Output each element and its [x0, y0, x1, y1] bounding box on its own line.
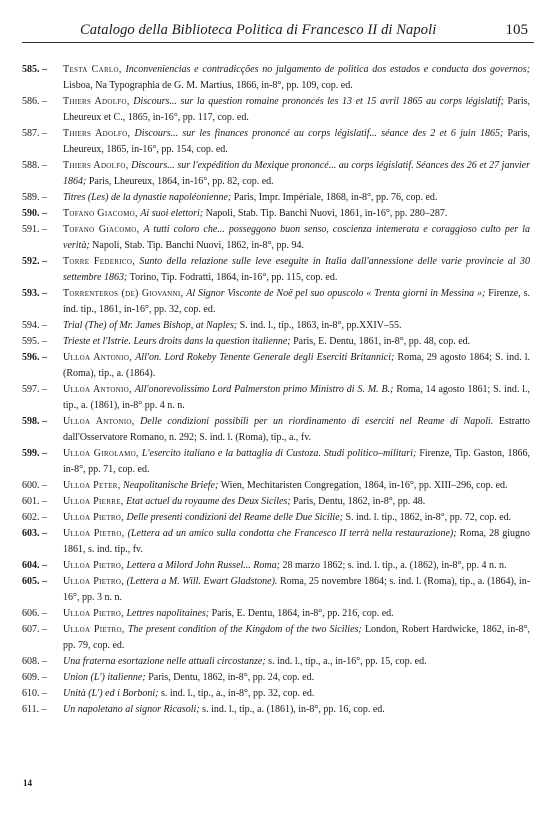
catalog-entry	[22, 670, 532, 686]
entry-author: Ulloa Pietro,	[63, 624, 125, 635]
entry-title: Etat actuel du royaume des Deux Siciles;	[126, 496, 291, 507]
catalog-entry	[22, 574, 532, 606]
entry-number: 585. –	[22, 64, 47, 75]
catalog-entry	[22, 334, 532, 350]
entry-author: Torre Federico,	[63, 256, 136, 267]
catalog-entry	[22, 62, 532, 94]
catalog-entry	[22, 558, 532, 574]
catalog-entry	[22, 686, 532, 702]
page-number: 105	[505, 22, 528, 38]
entry-title: All'onorevolissimo Lord Palmerston primo Ministro di S. M. B.;	[134, 384, 394, 395]
entry-author: Torrenteros (de) Giovanni,	[63, 288, 184, 299]
entry-number: 592. –	[22, 256, 47, 267]
entry-imprint: Paris, Impr. Impériale, 1868, in-8°, pp. 76, cop. ed.	[233, 192, 438, 203]
entry-imprint: Paris, Lheureux et C., 1865, in-16°, pp. 117, cop. ed.	[63, 96, 531, 123]
entry-author: Ulloa Girolamo,	[63, 448, 139, 459]
catalog-entry	[22, 206, 532, 222]
entry-number: 600. –	[22, 480, 47, 491]
entry-title: The present condition of the Kingdom of the two Sicilies;	[127, 624, 362, 635]
catalog-entry	[22, 478, 532, 494]
entry-number: 586. –	[22, 96, 47, 107]
catalog-entry	[22, 286, 532, 318]
entry-number: 599. –	[22, 448, 47, 459]
entry-number: 591. –	[22, 224, 47, 235]
entry-imprint: Paris, Dentu, 1862, in-8°, pp. 24, cop. ed.	[148, 672, 315, 683]
entry-number: 587. –	[22, 128, 47, 139]
catalog-entry	[22, 318, 532, 334]
entry-number: 589. –	[22, 192, 47, 203]
entry-author: Ulloa Antonio,	[63, 416, 135, 427]
entry-imprint: Paris, Lheureux, 1865, in-16°, pp. 154, cop. ed.	[63, 128, 531, 155]
entry-number: 598. –	[22, 416, 47, 427]
entry-imprint: s. ind. l., tip., a., in-16°, pp. 15, cop. ed.	[268, 656, 427, 667]
entry-title: Lettres napolitaines;	[126, 608, 210, 619]
catalog-entry	[22, 494, 532, 510]
entry-number: 606. –	[22, 608, 47, 619]
entry-number: 607. –	[22, 624, 47, 635]
entry-number: 603. –	[22, 528, 47, 539]
entry-imprint: Roma, 29 agosto 1864; S. ind. l. (Roma), tip., a. (1864).	[63, 352, 530, 379]
entry-author: Thiers Adolfo,	[63, 160, 129, 171]
entry-number: 610. –	[22, 688, 47, 699]
entry-imprint: S. ind. l. tip., 1862, in-8°, pp. 72, cop. ed.	[345, 512, 512, 523]
running-head	[22, 22, 534, 43]
entry-title: Delle presenti condizioni del Reame delle Due Sicilie;	[126, 512, 343, 523]
catalog-entry	[22, 382, 532, 414]
entry-title: Al Signor Visconte de Noë pel suo opuscolo « Trenta giorni in Messina »;	[186, 288, 486, 299]
catalog-entry	[22, 350, 532, 382]
entry-title: Unità (L') ed i Borboni;	[63, 688, 159, 699]
entry-author: Thiers Adolfo,	[63, 96, 130, 107]
catalog-entry	[22, 158, 532, 190]
entry-author: Thiers Adolfo,	[63, 128, 131, 139]
entry-imprint: s. ind. l., tip., a., in-8°, pp. 32, cop. ed.	[160, 688, 315, 699]
entry-number: 609. –	[22, 672, 47, 683]
entry-title: Lettera a Milord John Russel... Roma;	[126, 560, 280, 571]
entry-title: Union (L') italienne;	[63, 672, 146, 683]
entry-imprint: Napoli, Stab. Tip. Banchi Nuovi, 1861, in-16°, pp. 280–287.	[205, 208, 448, 219]
entry-author: Tofano Giacomo,	[63, 208, 138, 219]
entry-imprint: Napoli, Stab. Tip. Banchi Nuovi, 1862, in-8°, pp. 94.	[92, 240, 304, 251]
entry-number: 605. –	[22, 576, 47, 587]
entry-number: 601. –	[22, 496, 47, 507]
entry-number: 590. –	[22, 208, 47, 219]
entry-author: Ulloa Pietro,	[63, 576, 125, 587]
entry-number: 608. –	[22, 656, 47, 667]
entry-title: Ai suoi elettori;	[140, 208, 204, 219]
entry-number: 593. –	[22, 288, 47, 299]
catalog-entry	[22, 190, 532, 206]
entry-imprint: Wien, Mechitaristen Congregation, 1864, in-16°, pp. XIII–296, cop. ed.	[220, 480, 508, 491]
entry-imprint: Roma, 25 novembre 1864; s. ind. l. (Roma), tip., a. (1864), in-16°, pp. 3 n. n.	[63, 576, 531, 603]
entry-imprint: Paris, E. Dentu, 1864, in-8°, pp. 216, cop. ed.	[211, 608, 394, 619]
entry-imprint: London, Robert Hardwicke, 1862, in-8°, pp. 79, cop. ed.	[63, 624, 531, 651]
entry-imprint: Roma, 14 agosto 1861; S. ind. l., tip., a. (1861), in-8° pp. 4 n. n.	[63, 384, 530, 411]
entry-number: 602. –	[22, 512, 47, 523]
catalog-entry	[22, 254, 532, 286]
entry-imprint: S. ind. l., tip., 1863, in-8°, pp.XXIV–55.	[239, 320, 402, 331]
entry-imprint: Roma, 28 giugno 1861, s. ind. tip., fv.	[63, 528, 530, 555]
entry-number: 595. –	[22, 336, 47, 347]
entry-author: Ulloa Pierre,	[63, 496, 124, 507]
entry-author: Testa Carlo,	[63, 64, 122, 75]
entry-title: Discours... sur les finances prononcé au corps législatif... séance des 2 et 6 juin 1865;	[134, 128, 504, 139]
entry-title: Un napoletano al signor Ricasoli;	[63, 704, 200, 715]
entry-imprint: 28 marzo 1862; s. ind. l. tip., a. (1862), in-8°, pp. 4 n. n.	[282, 560, 507, 571]
entry-title: All'on. Lord Rokeby Tenente Generale degli Eserciti Britannici;	[135, 352, 395, 363]
entry-imprint: Estratto dall'Osservatore Romano, n. 292; S. ind. l. (Roma), tip., a., fv.	[63, 416, 531, 443]
entry-number: 604. –	[22, 560, 47, 571]
running-title: Catalogo della Biblioteca Politica di Francesco II di Napoli	[80, 22, 437, 38]
entry-title: Delle condizioni possibili per un riordinamento di eserciti nel Reame di Napoli.	[140, 416, 494, 427]
entry-author: Ulloa Peter,	[63, 480, 121, 491]
printer-signature: 14	[23, 778, 32, 788]
entry-imprint: Firenze, Tip. Gaston, 1866, in-8°, pp. 71, cop. ed.	[63, 448, 531, 475]
catalog-entry	[22, 702, 532, 718]
entry-title: Una fraterna esortazione nelle attuali circostanze;	[63, 656, 266, 667]
catalog-entries	[22, 62, 532, 718]
catalog-entry	[22, 414, 532, 446]
entry-title: (Lettera a M. Will. Ewart Gladstone).	[126, 576, 278, 587]
entry-author: Ulloa Pietro,	[63, 608, 124, 619]
entry-title: Trial (The) of Mr. James Bishop, at Naples;	[63, 320, 238, 331]
catalog-entry	[22, 526, 532, 558]
entry-title: A tutti coloro che... posseggono buon senso, coscienza intemerata e coraggioso culto per la verità;	[63, 224, 530, 251]
entry-number: 611. –	[22, 704, 47, 715]
entry-author: Ulloa Antonio,	[63, 352, 133, 363]
entry-author: Ulloa Antonio,	[63, 384, 132, 395]
entry-imprint: Paris, E. Dentu, 1861, in-8°, pp. 48, cop. ed.	[293, 336, 471, 347]
entry-imprint: Lisboa, Na Typographia de G. M. Martius, 1866, in-8°, pp. 109, cop. ed.	[63, 80, 353, 91]
catalog-entry	[22, 622, 532, 654]
entry-author: Ulloa Pietro,	[63, 512, 124, 523]
catalog-entry	[22, 94, 532, 126]
catalog-entry	[22, 446, 532, 478]
entry-imprint: Torino, Tip. Fodratti, 1864, in-16°, pp. 115, cop. ed.	[129, 272, 338, 283]
entry-number: 597. –	[22, 384, 47, 395]
entry-title: (Lettera ad un amico sulla condotta che Francesco II terrà nella restaurazione);	[127, 528, 457, 539]
entry-author: Ulloa Pietro,	[63, 560, 124, 571]
entry-number: 596. –	[22, 352, 47, 363]
entry-author: Tofano Giacomo,	[63, 224, 140, 235]
entry-number: 594. –	[22, 320, 47, 331]
entry-author: Ulloa Pietro,	[63, 528, 125, 539]
entry-title: Sunto della relazione sulle leve eseguite in Italia dall'annessione delle varie provincie al 30 settembre 1863;	[63, 256, 531, 283]
entry-title: L'esercito italiano e la battaglia di Custoza. Studi politico–militari;	[141, 448, 417, 459]
catalog-entry	[22, 606, 532, 622]
entry-title: Neapolitanische Briefe;	[123, 480, 219, 491]
entry-imprint: s. ind. l., tip., a. (1861), in-8°, pp. 16, cop. ed.	[202, 704, 385, 715]
entry-number: 588. –	[22, 160, 47, 171]
catalog-entry	[22, 222, 532, 254]
entry-imprint: Firenze, s. ind. tip., 1861, in-16°, pp. 32, cop. ed.	[63, 288, 530, 315]
entry-imprint: Paris, Dentu, 1862, in-8°, pp. 48.	[293, 496, 426, 507]
entry-imprint: Paris, Lheureux, 1864, in-16°, pp. 82, cop. ed.	[88, 176, 274, 187]
catalog-entry	[22, 654, 532, 670]
catalog-entry	[22, 510, 532, 526]
entry-title: Inconveniencias e contradicções no julgamento de politica dos estados e conducta dos governos;	[125, 64, 531, 75]
entry-title: Discours... sur la question romaine prononcés les 13 et 15 avril 1865 au corps législatif;	[133, 96, 504, 107]
entry-title: Trieste et l'Istrie. Leurs droits dans la question italienne;	[63, 336, 291, 347]
entry-title: Discours... sur l'expédition du Mexique prononcé... au corps législatif. Séances des 26 et 27 janvier 1864;	[63, 160, 530, 187]
catalog-entry	[22, 126, 532, 158]
entry-title: Titres (Les) de la dynastie napoléonienne;	[63, 192, 232, 203]
